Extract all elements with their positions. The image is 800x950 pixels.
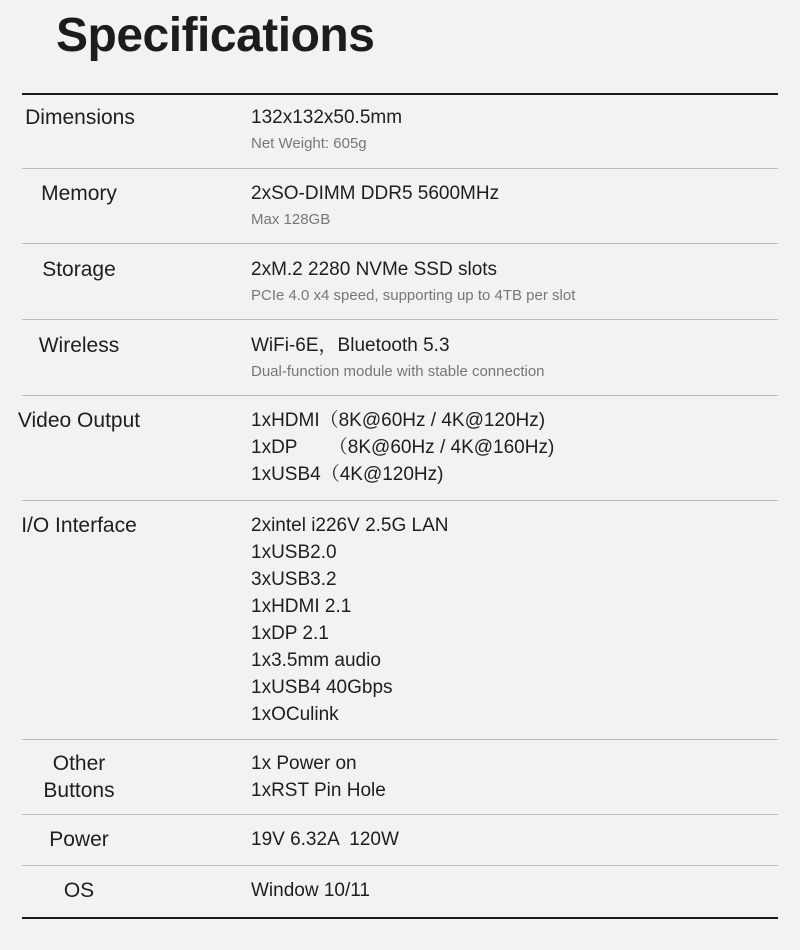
spec-label-memory: Memory <box>41 182 117 205</box>
spec-label-other-buttons: Other Buttons <box>43 752 115 802</box>
row-divider <box>22 395 778 396</box>
spec-value-memory: 2xSO-DIMM DDR5 5600MHz <box>251 183 500 204</box>
io-line: 1xOCulink <box>251 704 339 725</box>
spec-label-dimensions: Dimensions <box>25 106 135 129</box>
spec-label-video-output: Video Output <box>17 409 141 432</box>
spec-label-power: Power <box>49 828 109 851</box>
io-line: 1xHDMI 2.1 <box>251 596 352 617</box>
video-output-line: 1xHDMI（8K@60Hz / 4K@120Hz) <box>251 410 546 431</box>
spec-value-wireless: WiFi-6E，Bluetooth 5.3 <box>251 335 450 356</box>
row-divider <box>22 865 778 866</box>
buttons-line: 1x Power on <box>251 753 357 774</box>
io-line: 1xDP 2.1 <box>251 623 329 644</box>
spec-sub-storage: PCIe 4.0 x4 speed, supporting up to 4TB per slot <box>251 287 576 304</box>
spec-sub-memory: Max 128GB <box>251 211 331 228</box>
spec-label-wireless: Wireless <box>38 334 120 357</box>
row-divider <box>22 739 778 740</box>
table-top-rule <box>22 93 778 95</box>
spec-value-storage: 2xM.2 2280 NVMe SSD slots <box>251 259 498 280</box>
spec-value-dimensions: 132x132x50.5mm <box>251 107 403 128</box>
spec-label-os: OS <box>63 879 95 902</box>
io-line: 1xUSB2.0 <box>251 542 337 563</box>
spec-value-io-interface <box>251 512 449 728</box>
io-line: 2xintel i226V 2.5G LAN <box>251 515 449 536</box>
table-bottom-rule <box>22 917 778 919</box>
spec-label-storage: Storage <box>42 258 116 281</box>
video-output-line: 1xDP （8K@60Hz / 4K@160Hz) <box>251 437 555 458</box>
spec-value-power: 19V 6.32A 120W <box>251 829 399 850</box>
spec-value-video-output <box>251 407 554 488</box>
row-divider <box>22 814 778 815</box>
io-line: 1x3.5mm audio <box>251 650 381 671</box>
spec-label-io-interface: I/O Interface <box>21 514 137 537</box>
page-title: Specifications <box>56 9 375 62</box>
spec-value-other-buttons <box>251 750 386 804</box>
io-line: 1xUSB4 40Gbps <box>251 677 393 698</box>
row-divider <box>22 168 778 169</box>
spec-sub-dimensions: Net Weight: 605g <box>251 135 367 152</box>
spec-sub-wireless: Dual-function module with stable connection <box>251 363 545 380</box>
io-line: 3xUSB3.2 <box>251 569 337 590</box>
buttons-line: 1xRST Pin Hole <box>251 780 386 801</box>
spec-value-os: Window 10/11 <box>251 880 370 901</box>
row-divider <box>22 243 778 244</box>
video-output-line: 1xUSB4（4K@120Hz) <box>251 464 444 485</box>
row-divider <box>22 500 778 501</box>
row-divider <box>22 319 778 320</box>
